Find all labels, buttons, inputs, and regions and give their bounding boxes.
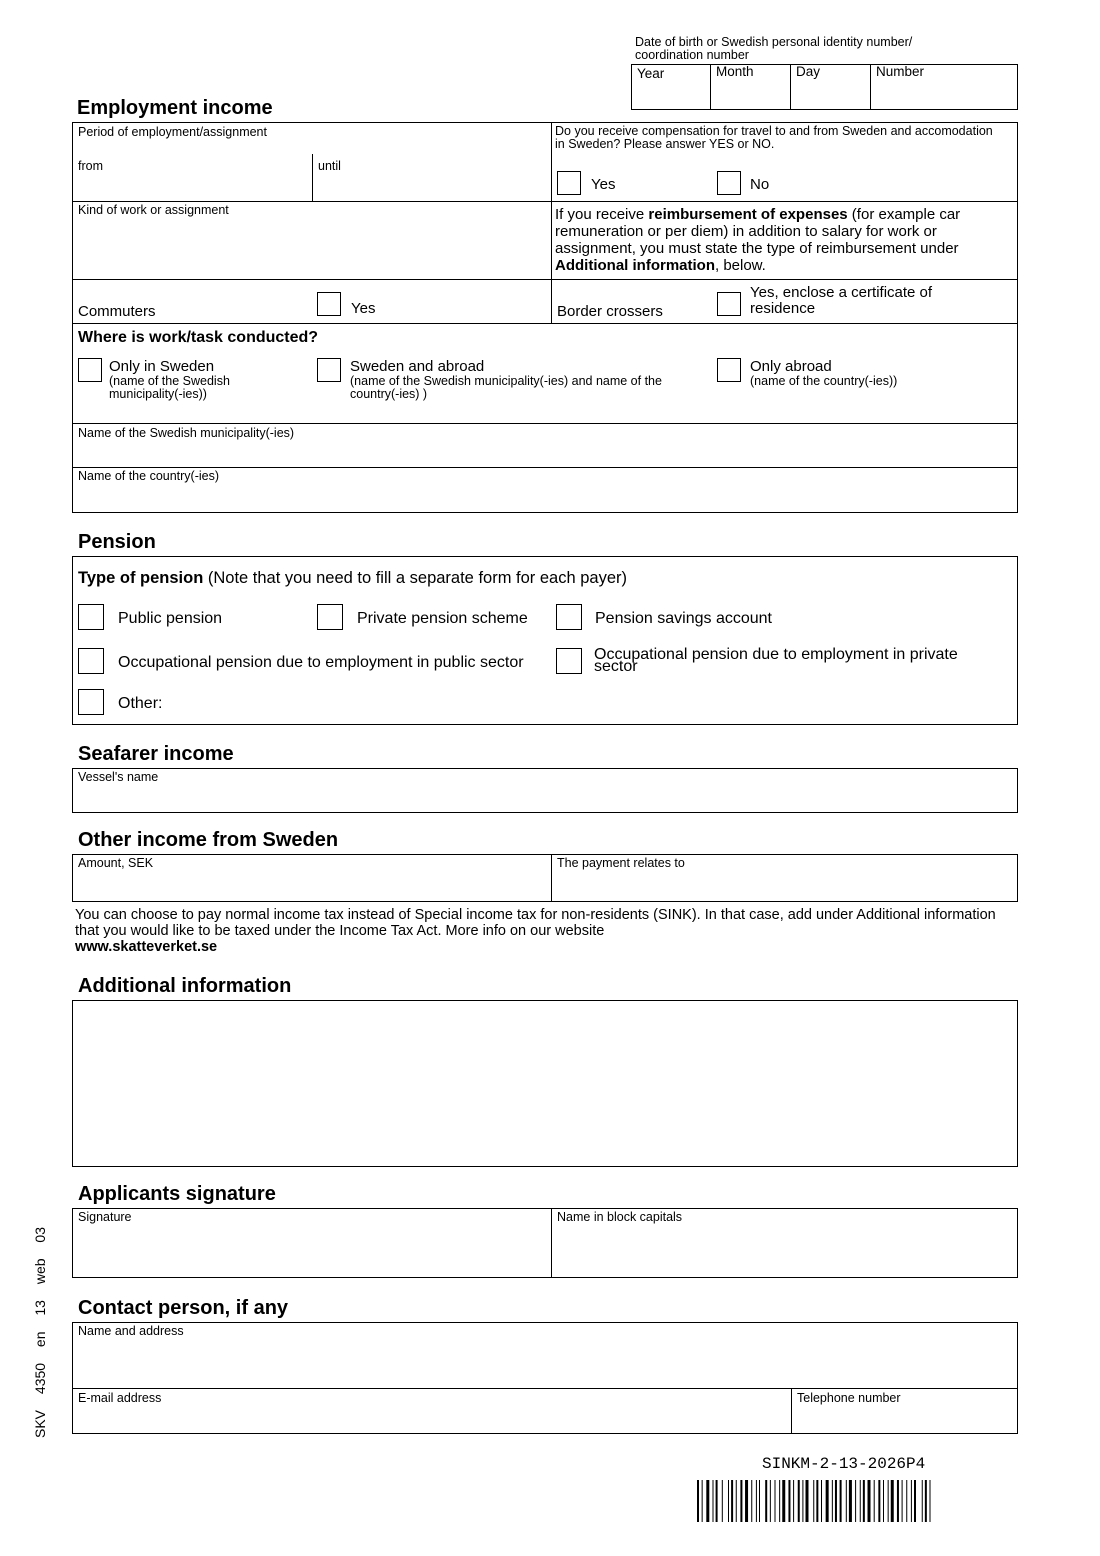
form-code: SINKM-2-13-2026P4 bbox=[762, 1455, 926, 1473]
from-field[interactable]: from bbox=[78, 159, 103, 173]
other-income-heading: Other income from Sweden bbox=[78, 829, 339, 851]
only-abroad-sub: (name of the country(-ies)) bbox=[750, 374, 898, 388]
other-income-section bbox=[72, 854, 1018, 902]
signature-field[interactable]: Signature bbox=[78, 1210, 132, 1224]
seafarer-section bbox=[72, 768, 1018, 813]
side-form-code: SKV 4350 en 13 web 03 bbox=[32, 1226, 48, 1438]
additional-heading: Additional information bbox=[78, 975, 292, 997]
only-sweden-checkbox[interactable] bbox=[78, 358, 102, 382]
employment-section bbox=[72, 122, 1018, 513]
pension-heading: Pension bbox=[78, 531, 156, 553]
sweden-abroad-checkbox[interactable] bbox=[317, 358, 341, 382]
seafarer-heading: Seafarer income bbox=[78, 743, 234, 765]
private-scheme-checkbox[interactable] bbox=[317, 604, 343, 630]
commuters-yes-label: Yes bbox=[351, 300, 376, 317]
only-abroad-label: Only abroad bbox=[750, 358, 832, 375]
pension-type-heading: Type of pension (Note that you need to fill a separate form for each payer) bbox=[78, 569, 628, 587]
contact-heading: Contact person, if any bbox=[78, 1297, 289, 1319]
border-yes-label: Yes, enclose a certificate of residence bbox=[750, 284, 933, 317]
only-sweden-label: Only in Sweden bbox=[109, 358, 215, 375]
additional-info-field[interactable] bbox=[72, 1000, 1018, 1167]
only-sweden-sub: (name of the Swedish municipality(-ies)) bbox=[109, 374, 230, 401]
telephone-field[interactable]: Telephone number bbox=[797, 1391, 901, 1405]
border-yes-checkbox[interactable] bbox=[717, 292, 741, 316]
occ-private-label: Occupational pension due to employment in private sector bbox=[594, 646, 958, 675]
website-link[interactable]: www.skatteverket.se bbox=[75, 939, 218, 955]
travel-yes-label: Yes bbox=[591, 176, 616, 193]
country-field[interactable]: Name of the country(-ies) bbox=[78, 469, 220, 483]
reimbursement-note: If you receive reimbursement of expenses (for example car remuneration or per diem) in addition to salary for work or assignment, you must state the type of reimbursement under Additional information, below. bbox=[555, 206, 961, 274]
travel-question: Do you receive compensation for travel to and from Sweden and accomodation in Sweden? Please answer YES or NO. bbox=[555, 124, 993, 151]
vessel-name-field[interactable]: Vessel's name bbox=[78, 770, 159, 784]
signature-section bbox=[72, 1208, 1018, 1278]
municipality-field[interactable]: Name of the Swedish municipality(-ies) bbox=[78, 426, 295, 440]
year-field[interactable]: Year bbox=[637, 66, 665, 81]
savings-account-label: Pension savings account bbox=[595, 610, 772, 627]
other-pension-label: Other: bbox=[118, 695, 163, 712]
kind-of-work-field[interactable]: Kind of work or assignment bbox=[78, 203, 229, 217]
where-heading: Where is work/task conducted? bbox=[78, 329, 319, 346]
occ-public-label: Occupational pension due to employment in public sector bbox=[118, 654, 524, 671]
occ-private-checkbox[interactable] bbox=[556, 648, 582, 674]
savings-account-checkbox[interactable] bbox=[556, 604, 582, 630]
other-pension-checkbox[interactable] bbox=[78, 689, 104, 715]
commuters-yes-checkbox[interactable] bbox=[317, 292, 341, 316]
contact-section bbox=[72, 1322, 1018, 1434]
signature-heading: Applicants signature bbox=[78, 1183, 276, 1205]
payment-relates-field[interactable]: The payment relates to bbox=[557, 856, 685, 870]
number-field[interactable]: Number bbox=[876, 64, 925, 79]
employment-heading: Employment income bbox=[77, 97, 273, 119]
sweden-abroad-label: Sweden and abroad bbox=[350, 358, 485, 375]
travel-yes-checkbox[interactable] bbox=[557, 171, 581, 195]
barcode-icon bbox=[697, 1480, 1019, 1522]
amount-sek-field[interactable]: Amount, SEK bbox=[78, 856, 154, 870]
id-number-box bbox=[631, 64, 1018, 110]
commuters-label: Commuters bbox=[78, 303, 156, 320]
id-header-title: Date of birth or Swedish personal identity number/ coordination number bbox=[635, 35, 913, 62]
period-label: Period of employment/assignment bbox=[78, 125, 267, 139]
private-scheme-label: Private pension scheme bbox=[357, 610, 528, 627]
travel-no-label: No bbox=[750, 176, 770, 193]
day-field[interactable]: Day bbox=[796, 64, 821, 79]
until-field[interactable]: until bbox=[318, 159, 341, 173]
only-abroad-checkbox[interactable] bbox=[717, 358, 741, 382]
public-pension-label: Public pension bbox=[118, 610, 223, 627]
sink-note: You can choose to pay normal income tax instead of Special income tax for non-residents (SINK). In that case, add under Additional information that you would like to be taxed under the Income Tax Act. More info on our website www.skatteverket.se bbox=[75, 907, 996, 955]
email-field[interactable]: E-mail address bbox=[78, 1391, 162, 1405]
border-crossers-label: Border crossers bbox=[557, 303, 663, 320]
public-pension-checkbox[interactable] bbox=[78, 604, 104, 630]
sweden-abroad-sub: (name of the Swedish municipality(-ies) and name of the country(-ies) ) bbox=[350, 374, 662, 401]
name-address-field[interactable]: Name and address bbox=[78, 1324, 184, 1338]
month-field[interactable]: Month bbox=[716, 64, 754, 79]
travel-no-checkbox[interactable] bbox=[717, 171, 741, 195]
name-block-capitals-field[interactable]: Name in block capitals bbox=[557, 1210, 683, 1224]
occ-public-checkbox[interactable] bbox=[78, 648, 104, 674]
